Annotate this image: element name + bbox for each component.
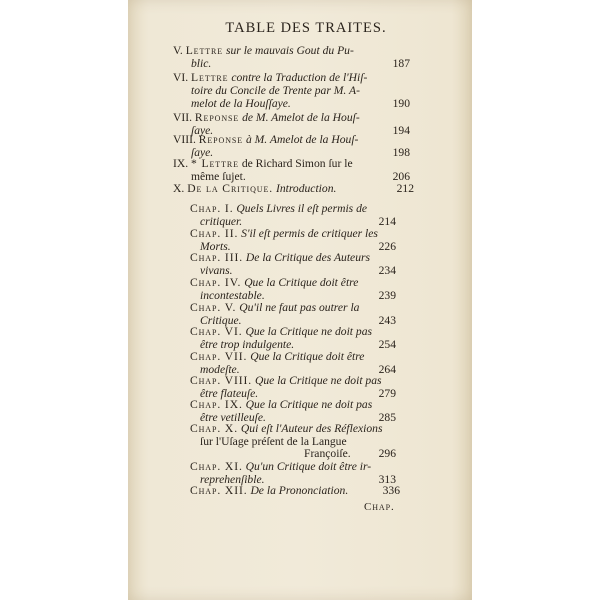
entry-vi-page: 190 — [392, 97, 410, 110]
entry-v-page: 187 — [392, 57, 410, 70]
entry-x-page: 212 — [396, 182, 414, 195]
entry-ix-page: 206 — [392, 170, 410, 183]
chapter-5: Chap. V. Qu'il ne faut pas outrer la — [190, 301, 360, 314]
chapter-10-line3: Françoiſe. — [304, 447, 351, 460]
book-page — [128, 0, 472, 600]
entry-v: V. Lettre sur le mauvais Gout du Pu- — [173, 44, 354, 57]
chapter-8: Chap. VIII. Que la Critique ne doit pas — [190, 374, 382, 387]
entry-viii: VIII. Reponse à M. Amelot de la Houſ- — [173, 133, 359, 146]
entry-vi-line2: toire du Concile de Trente par M. A- — [191, 84, 360, 97]
chapter-1-page: 214 — [378, 215, 396, 228]
entry-x: X. De la Critique. Introduction. — [173, 182, 337, 195]
chapter-2-page: 226 — [378, 240, 396, 253]
catchword: Chap. — [364, 501, 395, 513]
chapter-9-line2: être vetilleuſe. — [200, 411, 266, 424]
chapter-8-line2: être flateuſe. — [200, 387, 259, 400]
entry-viii-page: 198 — [392, 146, 410, 159]
chapter-9-page: 285 — [378, 411, 396, 424]
chapter-2-line2: Morts. — [200, 240, 231, 253]
chapter-12-page: 336 — [382, 484, 400, 497]
chapter-5-page: 243 — [378, 314, 396, 327]
chapter-8-page: 279 — [378, 387, 396, 400]
entry-vii: VII. Reponse de M. Amelot de la Houſ- — [173, 111, 360, 124]
chapter-10-line2: ſur l'Uſage préſent de la Langue — [200, 435, 347, 448]
chapter-3-page: 234 — [378, 264, 396, 277]
chapter-6-page: 254 — [378, 338, 396, 351]
chapter-4-line2: incontestable. — [200, 289, 265, 302]
chapter-7-line2: modeſte. — [200, 363, 240, 376]
chapter-4-page: 239 — [378, 289, 396, 302]
entry-vii-line2: ſaye. — [191, 124, 214, 137]
chapter-1-line2: critiquer. — [200, 215, 243, 228]
chapter-9: Chap. IX. Que la Critique ne doit pas — [190, 398, 373, 411]
chapter-3: Chap. III. De la Critique des Auteurs — [190, 251, 371, 264]
chapter-11: Chap. XI. Qu'un Critique doit être ir- — [190, 460, 372, 473]
entry-vi-line3: melot de la Houſſaye. — [191, 97, 291, 110]
chapter-7: Chap. VII. Que la Critique doit être — [190, 350, 365, 363]
chapter-11-page: 313 — [378, 473, 396, 486]
chapter-10: Chap. X. Qui eſt l'Auteur des Réflexions — [190, 422, 383, 435]
chapter-12: Chap. XII. De la Prononciation. — [190, 484, 349, 497]
chapter-3-line2: vivans. — [200, 264, 233, 277]
chapter-6: Chap. VI. Que la Critique ne doit pas — [190, 325, 373, 338]
entry-ix-line2: même ſujet. — [191, 170, 246, 183]
entry-viii-line2: ſaye. — [191, 146, 214, 159]
chapter-2: Chap. II. S'il eſt permis de critiquer les — [190, 227, 378, 240]
page-title: TABLE DES TRAITES. — [225, 20, 387, 36]
chapter-11-line2: reprehenſible. — [200, 473, 265, 486]
chapter-7-page: 264 — [378, 363, 396, 376]
chapter-1: Chap. I. Quels Livres il eſt permis de — [190, 202, 368, 215]
chapter-4: Chap. IV. Que la Critique doit être — [190, 276, 359, 289]
entry-ix: IX. * Lettre de Richard Simon ſur le — [173, 157, 353, 170]
chapter-6-line2: être trop indulgente. — [200, 338, 295, 351]
chapter-5-line2: Critique. — [200, 314, 242, 327]
entry-v-line2: blic. — [191, 57, 212, 70]
entry-vi: VI. Lettre contre la Traduction de l'Hiſ- — [173, 71, 368, 84]
chapter-10-page: 296 — [378, 447, 396, 460]
entry-vii-page: 194 — [392, 124, 410, 137]
